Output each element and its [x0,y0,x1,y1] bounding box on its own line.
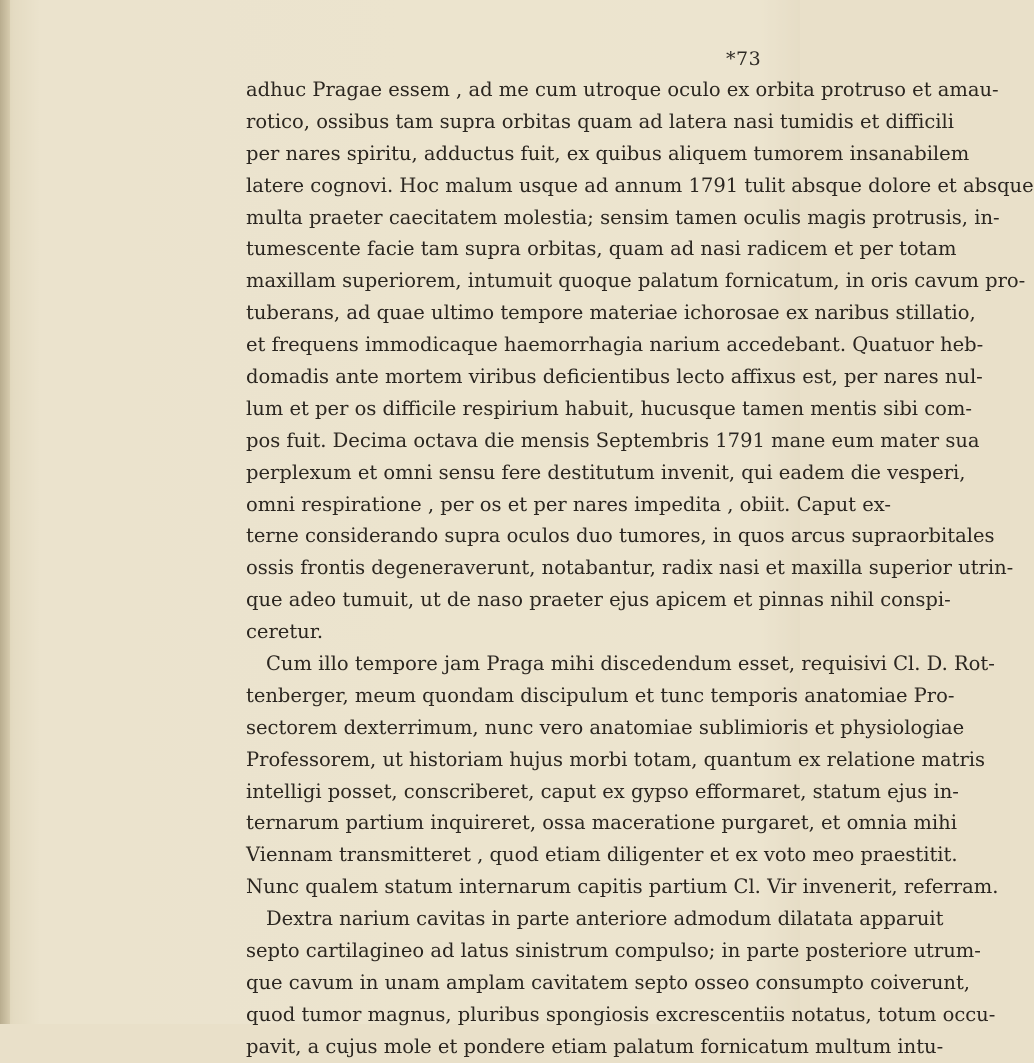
text-line: ceretur. [246,620,324,644]
text-line: Cum illo tempore jam Praga mihi discedendum esset, requisivi Cl. D. Rot- [266,652,995,676]
text-line: lum et per os difficile respirium habuit, hucusque tamen mentis sibi com- [246,396,972,420]
text-line: tuberans, ad quae ultimo tempore materiae ichorosae ex naribus stillatio, [246,301,976,325]
text-line: latere cognovi. Hoc malum usque ad annum 1791 tulit absque dolore et absque [246,173,1034,197]
text-line: quod tumor magnus, pluribus spongiosis excrescentiis notatus, totum occu- [246,1002,996,1026]
text-line: ossis frontis degeneraverunt, notabantur, radix nasi et maxilla superior utrin- [246,556,1014,580]
text-line: adhuc Pragae essem , ad me cum utroque oculo ex orbita protruso et amau- [246,78,999,101]
page-number: *73 [726,48,762,70]
text-line: maxillam superiorem, intumuit quoque palatum fornicatum, in oris cavum pro- [246,269,1026,293]
text-line: pos fuit. Decima octava die mensis Septembris 1791 mane eum mater sua [246,428,980,452]
text-column [246,74,1034,1063]
text-line: omni respiratione , per os et per nares impedita , obiit. Caput ex- [246,492,891,516]
text-line: domadis ante mortem viribus deficientibus lecto affixus est, per nares nul- [246,365,983,389]
text-line: per nares spiritu, adductus fuit, ex quibus aliquem tumorem insanabilem [246,141,970,165]
text-line: tenberger, meum quondam discipulum et tunc temporis anatomiae Pro- [246,683,955,707]
text-line: perplexum et omni sensu fere destitutum invenit, qui eadem die vesperi, [246,460,966,484]
text-line: rotico, ossibus tam supra orbitas quam ad latera nasi tumidis et difficili [246,109,954,133]
text-line: septo cartilagineo ad latus sinistrum compulso; in parte posteriore utrum- [246,939,981,963]
text-line: terne considerando supra oculos duo tumores, in quos arcus supraorbitales [246,524,995,548]
text-line: que adeo tumuit, ut de naso praeter ejus apicem et pinnas nihil conspi- [246,588,951,612]
text-line: Viennam transmitteret , quod etiam diligenter et ex voto meo praestitit. [246,843,958,867]
text-line: Dextra narium cavitas in parte anteriore admodum dilatata apparuit [266,907,944,931]
text-line: pavit, a cujus mole et pondere etiam palatum fornicatum multum intu- [246,1034,944,1058]
text-line: tumescente facie tam supra orbitas, quam ad nasi radicem et per totam [246,237,957,261]
text-line: Nunc qualem statum internarum capitis partium Cl. Vir invenerit, referram. [246,875,999,899]
text-line: ternarum partium inquireret, ossa maceratione purgaret, et omnia mihi [246,811,957,835]
text-line: et frequens immodicaque haemorrhagia narium accedebant. Quatuor heb- [246,333,984,357]
text-line: Professorem, ut historiam hujus morbi totam, quantum ex relatione matris [246,747,986,771]
binding-edge [0,0,10,1024]
text-line: que cavum in unam amplam cavitatem septo osseo consumpto coiverunt, [246,970,970,994]
text-line: intelligi posset, conscriberet, caput ex gypso efformaret, statum ejus in- [246,779,959,803]
text-line: multa praeter caecitatem molestia; sensim tamen oculis magis protrusis, in- [246,205,1000,229]
text-line: sectorem dexterrimum, nunc vero anatomiae sublimioris et physiologiae [246,715,965,739]
